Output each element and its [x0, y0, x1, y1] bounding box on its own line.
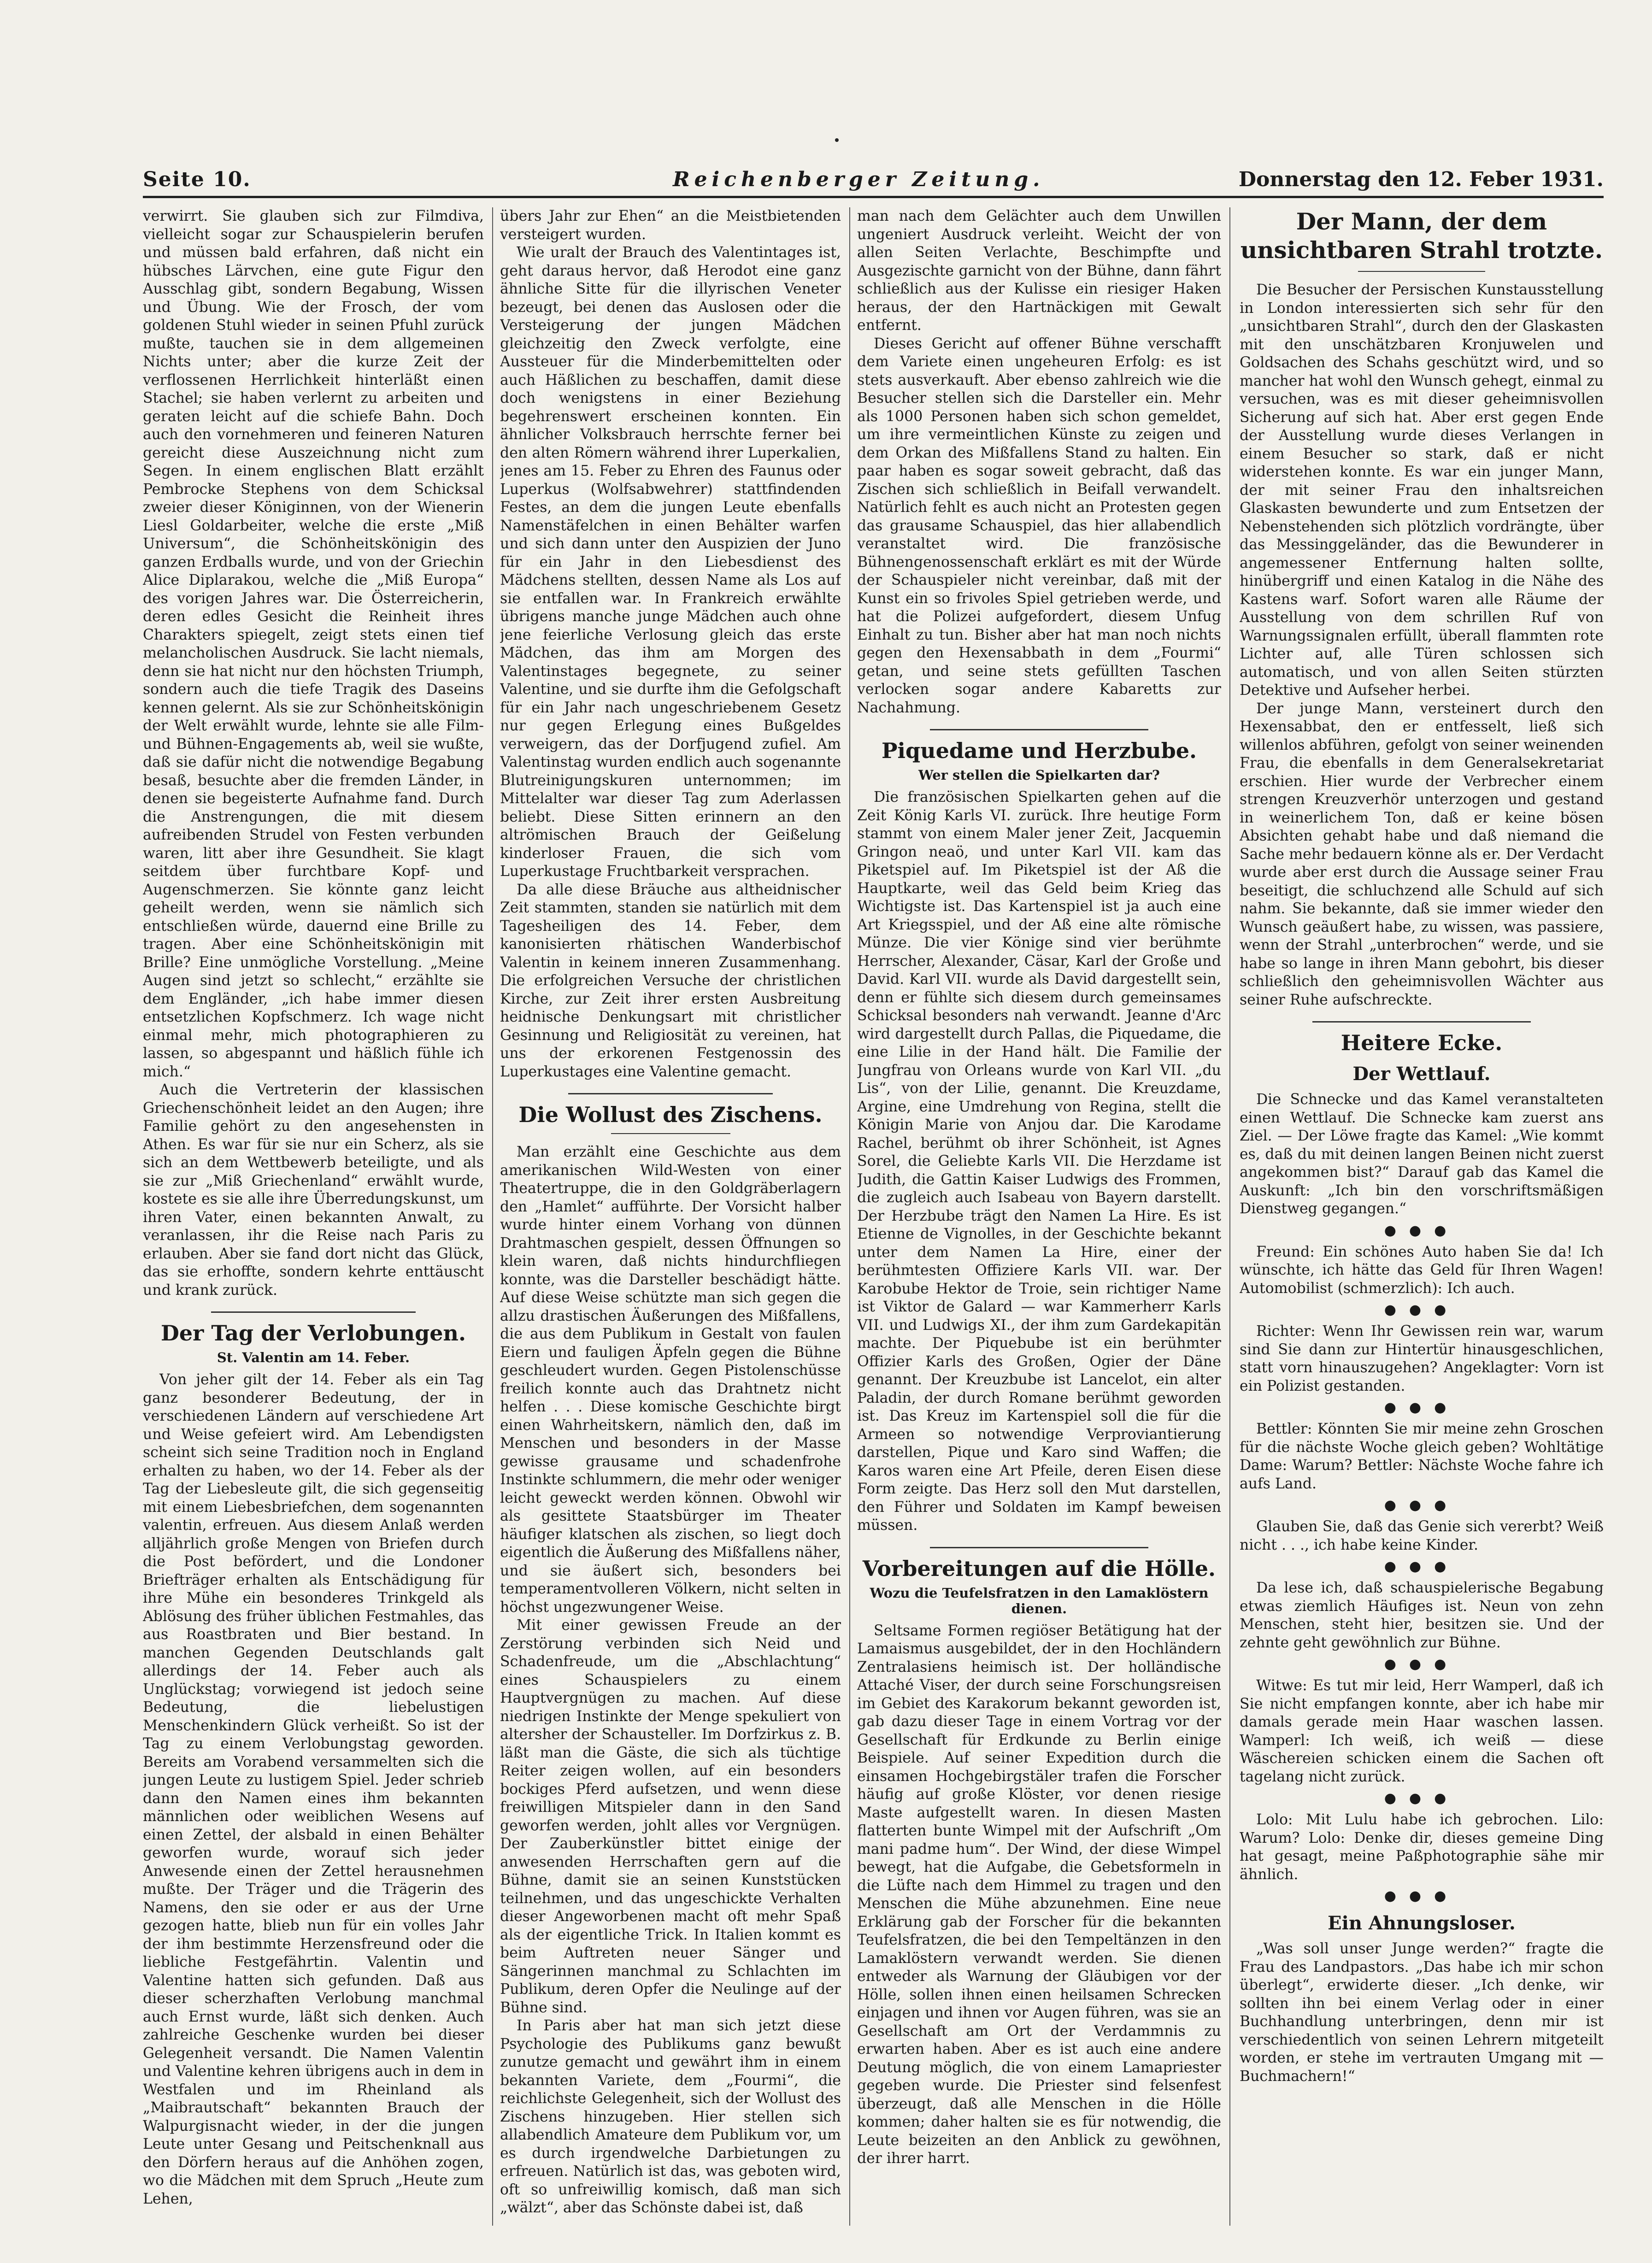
article-subheading: Wozu die Teufelsfratzen in den Lamaklöstern dienen. [870, 1585, 1209, 1616]
joke-separator: ●●● [1384, 1497, 1459, 1513]
joke-text: Die Schnecke und das Kamel veranstalteten einen Wettlauf. Die Schnecke kam zuerst ans Ziel. — Der Löwe fragte das Kamel: „Wie kommt es, daß du mit deinen langen Beinen nicht zuerst angekommen bist?“ Darauf gab das Kamel die Auskunft: „Ich bin den vorschriftsmäßigen Dienstweg gegangen.“ [1240, 1091, 1604, 1217]
joke-text: „Was soll unser Junge werden?“ fragte die Frau des Landpastors. „Das habe ich mir schon überlegt“, erwiderte dieser. „Ich denke, wir sollten ihn bei einem Verlag oder in einer Buchhandlung unterbringen, denn mir ist verschiedentlich von seinen Lehrern mitgeteilt worden, er stehe im vertrauten Umgang mit — Buchmachern!“ [1240, 1940, 1604, 2085]
article-heading: Piquedame und Herzbube. [881, 738, 1197, 763]
joke-text: Lolo: Mit Lulu habe ich gebrochen. Lilo: Warum? Lolo: Denke dir, dieses gemeine Ding hat gesagt, meine Paßphotographie sähe mir ähnlich. [1240, 1811, 1604, 1883]
article-paragraph: Dieses Gericht auf offener Bühne verschafft dem Variete einen ungeheuren Erfolg: es ist stets ausverkauft. Aber ebenso zahlreich wie die Besucher stellen sich die Darsteller ein. Mehr als 1000 Personen haben sich schon gemeldet, um ihre vermeintlichen Künste zu zeigen und dem Orkan des Mißfallens Stand zu halten. Ein paar haben es sogar soweit gebracht, daß das Zischen sich schließlich in Beifall verwandelt. Natürlich fehlt es auch nicht an Protesten gegen das grausame Schauspiel, das hier allabendlich veranstaltet wird. Die französische Bühnengenossenschaft erklärt es mit der Würde der Schauspieler nicht vereinbar, daß mit der Kunst ein so frivoles Spiel getrieben werde, und hat die Polizei aufgefordert, diesem Unfug Einhalt zu tun. Bisher aber hat man noch nichts gegen den Hexensabbath in dem „Fourmi“ getan, und seine stets gefüllten Taschen verlocken sogar andere Kabaretts zur Nachahmung. [857, 335, 1221, 716]
article-paragraph: Die Besucher der Persischen Kunstausstellung in London interessierten sich sehr für den „unsichtbaren Strahl“, durch den der Glaskasten mit den unschätzbaren Kronjuwelen und Goldsachen des Schahs geschützt wird, und so mancher hat wohl den Wunsch gehegt, einmal zu versuchen, was es mit dieser geheimnisvollen Sicherung auf sich hat. Aber erst gegen Ende der Ausstellung wurde dieses Verlangen in einem Besucher so stark, daß er nicht widerstehen konnte. Es war ein junger Mann, der mit seiner Frau den inhaltsreichen Glaskasten bewunderte und zum Entsetzen der Nebenstehenden sich plötzlich vordrängte, über das Messinggeländer, das die Bewunderer in angemessener Entfernung halten sollte, hinübergriff und einen Katalog in die Nähe des Kastens warf. Sofort waren alle Räume der Ausstellung von dem schrillen Ruf von Warnungssignalen erfüllt, überall flammten rote Lichter auf, alle Türen schlossen sich automatisch, und von allen Seiten stürzten Detektive und Aufseher herbei. [1240, 282, 1604, 699]
column-divider [492, 207, 493, 2226]
joke-text: Witwe: Es tut mir leid, Herr Wamperl, daß ich Sie nicht empfangen konnte, aber ich habe mir damals gerade mein Haar waschen lassen. Wamperl: Ich weiß, ich weiß — diese Wäschereien schicken einem die Sachen oft tagelang nicht zurück. [1240, 1677, 1604, 1785]
newspaper-title: Reichenberger Zeitung. [673, 168, 1045, 191]
section-heading: Heitere Ecke. [1340, 1030, 1503, 1055]
section-divider [211, 1311, 416, 1313]
article-paragraph: Die französischen Spielkarten gehen auf die Zeit König Karls VI. zurück. Ihre heutige Form stammt von einem Maler jener Zeit, Jacquemin Gringon neaö, und unter Karl VII. kam das Piketspiel auf. Im Piketspiel ist der Aß die Hauptkarte, weil das Geld beim Krieg das Wichtigste ist. Das Kartenspiel ist ja auch eine Art Kriegsspiel, und der Aß eine alte römische Münze. Die vier Könige sind vier berühmte Herrscher, Alexander, Cäsar, Karl der Große und David. Karl VII. wurde als David dargestellt sein, denn er fühlte sich diesem durch gemeinsames Schicksal besonders nah verwandt. Jeanne d'Arc wird dargestellt durch Pallas, die Piquedame, die eine Lilie in der Hand hält. Die Familie der Jungfrau von Orleans wurde von Karl VII. „du Lis“, von der Lilie, genannt. Die Kreuzdame, Argine, eine Umdrehung von Regina, stellt die Königin Marie von Anjou dar. Die Karodame Rachel, berühmt ob ihrer Schönheit, ist Agnes Sorel, die Geliebte Karls VII. Die Herzdame ist Judith, die Gattin Kaiser Ludwigs des Frommen, die zugleich auch Isabeau von Bayern darstellt. Der Herzbube trägt den Namen La Hire. Es ist Etienne de Vignolles, in der Geschichte bekannt unter dem Namen La Hire, einer der berühmtesten Offiziere Karls VII. war. Der Karobube Hektor de Troie, sein richtiger Name ist Viktor de Galard — war Kammerherr Karls VII. und Ludwigs XI., der ihm zum Gardekapitän machte. Der Piquebube ist ein berühmter Offizier Karls des Großen, Ogier der Däne genannt. Der Kreuzbube ist Lancelot, ein alter Paladin, der durch Romane berühmt geworden ist. Das Kreuz im Kartenspiel soll die für die Armeen so notwendige Verproviantierung darstellen, Pique und Karo sind Waffen; die Karos waren eine Art Pfeile, deren Eisen diese Form zeigte. Das Herz soll den Mut darstellen, den Führer und Soldaten im Kampf beweisen müssen. [857, 789, 1221, 1534]
page-header [143, 164, 1604, 198]
joke-separator: ●●● [1384, 1790, 1459, 1806]
article-heading: Die Wollust des Zischens. [518, 1102, 823, 1127]
article-heading: Der Mann, der dem unsichtbaren Strahl trotzte. [1240, 208, 1603, 264]
joke-text: Freund: Ein schönes Auto haben Sie da! Ich wünschte, ich hätte das Geld für Ihren Wagen! Automobilist (schmerzlich): Ich auch. [1240, 1243, 1604, 1297]
article-paragraph: Mit einer gewissen Freude an der Zerstörung verbinden sich Neid und Schadenfreude, um die „Abschlachtung“ eines Schauspielers zu einem Hauptvergnügen zu machen. Auf diese niedrigen Instinkte der Menge spekuliert von altersher der Schausteller. Im Dorfzirkus z. B. läßt man die Gäste, die sich als tüchtige Reiter zeigen wollen, auf ein besonders bockiges Pferd aufsetzen, und wenn diese freiwilligen Mitspieler dann in den Sand geworfen werden, johlt alles vor Vergnügen. Der Zauberkünstler bittet einige der anwesenden Herrschaften gern auf die Bühne, damit sie an seinen Kunststücken teilnehmen, und das ungeschickte Verhalten dieser Angeworbenen macht oft mehr Spaß als der eigentliche Trick. In Italien kommt es beim Auftreten neuer Sänger und Sängerinnen manchmal zu Schlachten im Publikum, deren Opfer die Neulinge auf der Bühne sind. [500, 1617, 841, 2016]
joke-text: Da lese ich, daß schauspielerische Begabung etwas ziemlich Häufiges ist. Neun von zehn Menschen, steht hier, besitzen sie. Und der zehnte geht gewöhnlich zur Bühne. [1240, 1580, 1604, 1651]
print-speck [835, 138, 839, 142]
article-paragraph: In Paris aber hat man sich jetzt diese Psychologie des Publikums ganz bewußt zunutze gemacht und gewährt ihm in einem bekannten Variete, dem „Fourmi“, die reichlichste Gelegenheit, sich der Wollust des Zischens hinzugeben. Hier stellen sich allabendlich Amateure dem Publikum vor, um es durch irgendwelche Darbietungen zu erfreuen. Natürlich ist das, was geboten wird, oft so unfreiwillig komisch, daß man sich „wälzt“, aber das Schönste dabei ist, daß [500, 2017, 841, 2216]
article-paragraph: Man erzählt eine Geschichte aus dem amerikanischen Wild-Westen von einer Theatertruppe, die in den Goldgräberlagern den „Hamlet“ aufführte. Der Vorsicht halber wurde hinter einem Vorhang von dünnen Drahtmaschen gespielt, dessen Öffnungen so klein waren, daß nichts hindurchfliegen konnte, was die Darsteller beschädigt hätte. Auf diese Weise schützte man sich gegen die allzu drastischen Äußerungen des Mißfallens, die aus dem Publikum in Gestalt von faulen Eiern und fauligen Äpfeln gegen die Bühne geschleudert wurden. Gegen Pistolenschüsse freilich konnte auch das Drahtnetz nicht helfen . . . Diese komische Geschichte birgt einen Wahrheitskern, nämlich den, daß im Menschen und besonders in der Masse gewisse grausame und schadenfrohe Instinkte schlummern, die mehr oder weniger leicht geweckt werden können. Obwohl wir als gesittete Staatsbürger im Theater häufiger klatschen als zischen, so liegt doch eigentlich die Äußerung des Mißfallens näher, und sie äußert sich, besonders bei temperamentvolleren Völkern, nicht selten in höchst ungezwungener Weise. [500, 1144, 841, 1616]
joke-separator: ●●● [1384, 1302, 1459, 1318]
heading-rule [611, 1133, 730, 1134]
joke-separator: ●●● [1384, 1558, 1459, 1575]
article-heading: Der Tag der Verlobungen. [161, 1321, 466, 1346]
joke-heading: Der Wettlauf. [1352, 1063, 1491, 1085]
article-paragraph: Der junge Mann, versteinert durch den Hexensabbat, den er entfesselt, ließ sich willenlos abführen, gefolgt von seiner weinenden Frau, die ebenfalls in dem Generalsekretariat erschien. Hier wurde der Verbrecher einem strengen Kreuzverhör unterzogen und gestand in weinerlichem Ton, daß er keine bösen Absichten gehabt habe und daß niemand die Sache mehr bedauern könne als er. Der Verdacht wurde aber erst durch die Aussage seiner Frau beseitigt, die schluchzend alle Schuld auf sich nahm. Sie bekannte, daß sie immer wieder den Wunsch geäußert habe, zu wissen, was passiere, wenn der Strahl „unterbrochen“ werde, und sie habe so lange in ihren Mann gebohrt, bis dieser schließlich den geheimnisvollen Wächter aus seiner Ruhe aufschreckte. [1240, 700, 1604, 1008]
joke-separator: ●●● [1384, 1222, 1459, 1239]
article-subheading: St. Valentin am 14. Feber. [217, 1350, 410, 1365]
article-paragraph: Auch die Vertreterin der klassischen Griechenschönheit leidet an den Augen; ihre Familie gehört zu den angesehensten in Athen. Es war für sie nur ein Scherz, als sie sich an dem Wettbewerb beteiligte, und als sie zur „Miß Griechenland“ erwählt wurde, kostete es sie alle ihre Überredungskunst, um ihren Vater, einen bekannten Anwalt, zu veranlassen, ihr die Reise nach Paris zu erlauben. Aber sie fand dort nicht das Glück, das sie erhoffte, sondern kehrte enttäuscht und krank zurück. [143, 1082, 484, 1299]
article-paragraph: verwirrt. Sie glauben sich zur Filmdiva, vielleicht sogar zur Schauspielerin berufen und müssen bald erfahren, daß nicht ein hübsches Lärvchen, eine gute Figur den Ausschlag gibt, sondern Begabung, Wissen und Übung. Wie der Frosch, der vom goldenen Stuhl wieder in seinen Pfuhl zurück mußte, tauchen sie in dem allgemeinen Nichts unter; aber die kurze Zeit der verflossenen Herrlichkeit hinterläßt einen Stachel; sie haben verlernt zu arbeiten und geraten leicht auf die schiefe Bahn. Doch auch den vornehmeren und feineren Naturen gereicht diese Auszeichnung nicht zum Segen. In einem englischen Blatt erzählt Pembrocke Stephens von dem Schicksal zweier dieser Königinnen, von der Wienerin Liesl Goldarbeiter, welche die erste „Miß Universum“, die Schönheitskönigin des ganzen Erdballs wurde, und von der Griechin Alice Diplarakou, welche die „Miß Europa“ des vorigen Jahres war. Die Österreicherin, deren edles Gesicht die Reinheit ihres Charakters spiegelt, zeigt stets einen tief melancholischen Ausdruck. Sie lacht niemals, denn sie hat nicht nur den höchsten Triumph, sondern auch die tiefe Tragik des Daseins kennen gelernt. Als sie zur Schönheitskönigin der Welt erwählt wurde, lehnte sie alle Film- und Bühnen-Engagements ab, weil sie wußte, daß sie dafür nicht die notwendige Begabung besaß, besuchte aber die fremden Länder, in denen sie begeisterte Aufnahme fand. Durch die Anstrengungen, die mit diesem aufreibenden Strudel von Festen verbunden waren, litt aber ihre Gesundheit. Sie klagt seitdem über furchtbare Kopf- und Augenschmerzen. Sie könnte ganz leicht geheilt werden, wenn sie nämlich sich entschließen würde, dauernd eine Brille zu tragen. Aber eine Schönheitskönigin mit Brille? Eine unmögliche Vorstellung. „Meine Augen sind jetzt so schlecht,“ erzählte sie dem Engländer, „ich habe immer diesen entsetzlichen Kopfschmerz. Ich wage nicht einmal mehr, mich photographieren zu lassen, so abgespannt und häßlich fühle ich mich.“ [143, 208, 484, 1080]
article-subheading: Wer stellen die Spielkarten dar? [918, 767, 1160, 783]
article-paragraph: Von jeher gilt der 14. Feber als ein Tag ganz besonderer Bedeutung, der in verschiedenen Ländern auf verschiedene Art und Weise gefeiert wird. Am Lebendigsten scheint sich seine Tradition noch in England erhalten zu haben, wo der 14. Feber als der Tag der Liebesleute gilt, die sich gegenseitig mit einem Liebesbriefchen, dem sogenannten valentin, erfreuen. Aus diesem Anlaß werden alljährlich große Mengen von Briefen durch die Post befördert, und die Londoner Briefträger erhalten als Entschädigung für ihre Mühe ein besonderes Trinkgeld als Ablösung des früher üblichen Festmahles, das aus Roastbraten und Bier bestand. In manchen Gegenden Deutschlands galt allerdings der 14. Feber auch als Unglückstag; vorwiegend ist jedoch seine Bedeutung, die liebelustigen Menschenkindern Glück verheißt. So ist der Tag zu einem Verlobungstag geworden. Bereits am Vorabend versammelten sich die jungen Leute zu lustigem Spiel. Jeder schrieb dann den Namen eines ihm bekannten männlichen oder weiblichen Wesens auf einen Zettel, der alsbald in einen Behälter geworfen wurde, worauf sich jeder Anwesende einen der Zettel herausnehmen mußte. Der Träger und die Trägerin des Namens, den sie oder er aus der Urne gezogen hatte, blieb nun für ein volles Jahr der ihm bestimmte Herzensfreund oder die liebliche Festgefährtin. Valentin und Valentine hatten sich gefunden. Daß aus dieser scherzhaften Verlobung manchmal auch Ernst wurde, läßt sich denken. Auch zahlreiche Geschenke wurden bei dieser Gelegenheit versandt. Die Namen Valentin und Valentine kehren übrigens auch in dem in Westfalen und im Rheinland als „Maibrautschaft“ bekannten Brauch der Walpurgisnacht wieder, in der die jungen Leute unter Gesang und Peitschenknall aus den Dörfern heraus auf die Anhöhen zogen, wo die Mädchen mit dem Spruch „Heute zum Lehen, [143, 1371, 484, 2207]
joke-separator: ●●● [1384, 1399, 1459, 1416]
issue-date: Donnerstag den 12. Feber 1931. [1238, 168, 1604, 191]
column-2 [500, 207, 841, 2226]
article-paragraph: Da alle diese Bräuche aus altheidnischer Zeit stammten, standen sie natürlich mit dem Tagesheiligen des 14. Feber, dem kanonisierten rhätischen Wanderbischof Valentin in keinem inneren Zusammenhang. Die erfolgreichen Versuche der christlichen Kirche, zur Zeit ihrer ersten Ausbreitung heidnische Denkungsart mit christlicher Gesinnung und Religiosität zu vereinen, hat uns der erkorenen Festgenossin des Luperkustages eine Valentine gemacht. [500, 881, 841, 1080]
column-divider [1229, 207, 1230, 2226]
article-paragraph: Seltsame Formen regiöser Betätigung hat der Lamaismus ausgebildet, der in den Hochländern Zentralasiens heimisch ist. Der holländische Attaché Viser, der durch seine Forschungsreisen im Gebiet des Karakorum bekannt geworden ist, gab dazu dieser Tage in einem Vortrag vor der Gesellschaft für Erdkunde zu Berlin einige Beispiele. Auf seiner Expedition durch die einsamen Hochgebirgstäler trafen die Forscher häufig auf große Klöster, vor denen riesige Maste aufgestellt waren. In diesen Masten flatterten bunte Wimpel mit der Aufschrift „Om mani padme hum“. Der Wind, der diese Wimpel bewegt, hat die Aufgabe, die Gebetsformeln in die Lüfte nach dem Himmel zu tragen und den Menschen die Mühe abzunehmen. Eine neue Erklärung gab der Forscher für die bekannten Teufelsfratzen, die bei den Tempeltänzen in den Lamaklöstern verwandt werden. Sie dienen entweder als Warnung der Gläubigen vor der Hölle, sollen ihnen einen heilsamen Schrecken einjagen und ihnen vor Augen führen, was sie an Gesellschaft am Ort der Verdammnis zu erwarten haben. Aber es ist auch eine andere Deutung möglich, die von einem Lamapriester gegeben wurde. Die Priester sind felsenfest überzeugt, daß alle Menschen in die Hölle kommen; daher halten sie es für notwendig, die Leute beizeiten an den Anblick zu gewöhnen, der ihrer harrt. [857, 1622, 1221, 2167]
section-divider [930, 1547, 1148, 1548]
joke-text: Bettler: Könnten Sie mir meine zehn Groschen für die nächste Woche gleich geben? Wohltätige Dame: Warum? Bettler: Nächste Woche fahre ich aufs Land. [1240, 1421, 1604, 1492]
joke-text: Richter: Wenn Ihr Gewissen rein war, warum sind Sie dann zur Hintertür hinausgeschlichen, statt vorn hinauszugehen? Angeklagter: Vorn ist ein Polizist gestanden. [1240, 1323, 1604, 1394]
joke-heading: Ein Ahnungsloser. [1328, 1912, 1516, 1934]
column-3 [857, 207, 1221, 2226]
heading-rule [1358, 271, 1486, 272]
column-1 [143, 207, 484, 2226]
article-paragraph: übers Jahr zur Ehen“ an die Meistbietenden versteigert wurden. [500, 208, 841, 243]
joke-separator: ●●● [1384, 1656, 1459, 1672]
article-heading: Vorbereitungen auf die Hölle. [862, 1556, 1216, 1581]
section-divider [568, 1093, 773, 1094]
column-divider [849, 207, 850, 2226]
joke-separator: ●●● [1384, 1888, 1459, 1904]
article-paragraph: Wie uralt der Brauch des Valentintages ist, geht daraus hervor, daß Herodot eine ganz ähnliche Sitte für die illyrischen Veneter bezeugt, bei denen das Auslosen oder die Versteigerung der jungen Mädchen gleichzeitig den Zweck verfolgte, eine Aussteuer für die Minderbemittelten oder auch Häßlichen zu beschaffen, damit diese doch wenigstens in einer Beziehung begehrenswert erscheinen konnten. Ein ähnlicher Volksbrauch herrschte ferner bei den alten Römern während ihrer Luperkalien, jenes am 15. Feber zu Ehren des Faunus oder Luperkus (Wolfsabwehrer) stattfindenden Festes, an dem die jungen Leute ebenfalls Namenstäfelchen in einen Behälter warfen und sich dann unter den Auspizien der Juno für ein Jahr in den Liebesdienst des Mädchens stellten, dessen Name als Los auf sie entfallen war. In Frankreich erwählte übrigens manche junge Mädchen auch ohne jene feierliche Verlosung gleich das erste Mädchen, das ihm am Morgen des Valentinstages begegnete, zu seiner Valentine, und sie durfte ihm die Gefolgschaft für ein Jahr nach ungeschriebenem Gesetz nur gegen Erlegung eines Bußgeldes verweigern, das der Dorfjugend zufiel. Am Valentinstag wurden endlich auch sogenannte Blutreinigungskuren unternommen; im Mittelalter war dieser Tag zum Aderlassen beliebt. Diese Sitten erinnern an den altrömischen Brauch der Geißelung kinderloser Frauen, die sich vom Luperkustage Fruchtbarkeit versprachen. [500, 244, 841, 880]
section-divider [1312, 1021, 1531, 1023]
page-number: Seite 10. [143, 168, 251, 191]
article-paragraph: man nach dem Gelächter auch dem Unwillen ungeniert Ausdruck verleiht. Weicht der von allen Seiten Verlachte, Beschimpfte und Ausgezischte garnicht von der Bühne, dann fährt schließlich aus der Kulisse ein riesiger Haken heraus, der den Hartnäckigen mit Gewalt entfernt. [857, 208, 1221, 334]
joke-text: Glauben Sie, daß das Genie sich vererbt? Weiß nicht . . ., ich habe keine Kinder. [1240, 1518, 1604, 1553]
column-4 [1240, 207, 1604, 2226]
section-divider [930, 729, 1148, 730]
